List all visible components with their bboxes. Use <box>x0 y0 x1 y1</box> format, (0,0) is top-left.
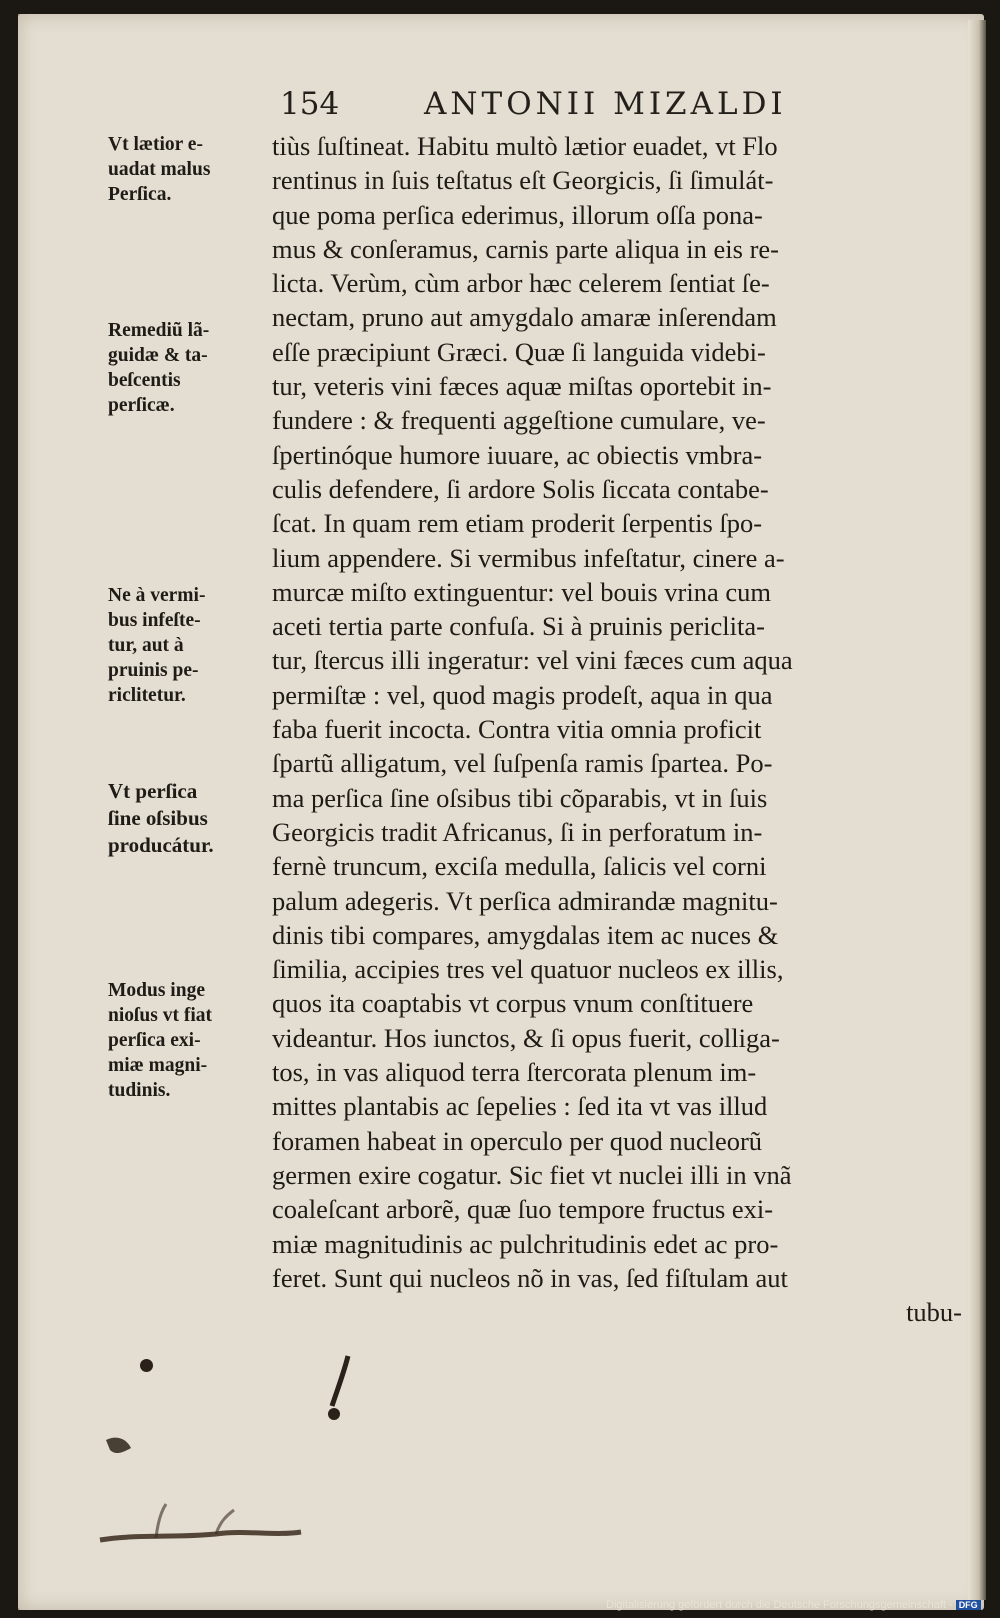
running-title: ANTONII MIZALDI <box>424 86 787 122</box>
text-line: rentinus in ſuis teſtatus eſt Georgicis, ſi ſimulát- <box>272 165 774 196</box>
text-line: tur, ſtercus illi ingeratur: vel vini fæces cum aqua <box>272 645 793 676</box>
margin-note <box>108 132 268 207</box>
main-text <box>272 129 972 1329</box>
text-line: licta. Verùm, cùm arbor hæc celerem ſentiat ſe- <box>272 268 770 299</box>
dfg-logo: DFG <box>956 1600 981 1610</box>
margin-note-line: Perſica. <box>108 184 172 205</box>
text-line: germen exire cogatur. Sic fiet vt nuclei illi in vnã <box>272 1159 792 1190</box>
text-line: eſſe præcipiunt Græci. Quæ ſi languida videbi- <box>272 336 766 367</box>
page-number: 154 <box>280 86 340 122</box>
margin-note-line: ſine oſsibus <box>108 806 208 830</box>
margin-note-line: riclitetur. <box>108 685 186 706</box>
text-line: ſpertinóque humore iuuare, ac obiectis vmbra- <box>272 439 763 470</box>
margin-note-line: miæ magni- <box>108 1055 208 1076</box>
text-line: tur, veteris vini fæces aquæ miſtas oportebit in- <box>272 371 772 402</box>
text-line: Georgicis tradit Africanus, ſi in perforatum in- <box>272 816 763 847</box>
text-line: dinis tibi compares, amygdalas item ac nuces & <box>272 919 779 950</box>
margin-note-line: pruinis pe- <box>108 660 199 681</box>
margin-note-line: Vt perſica <box>108 779 198 803</box>
margin-note-line: perſica exi- <box>108 1030 201 1051</box>
margin-note-line: Ne à vermi- <box>108 585 206 606</box>
text-line: coaleſcant arborẽ, quæ ſuo tempore fructus exi- <box>272 1194 774 1225</box>
text-line: feret. Sunt qui nucleos nõ in vas, ſed fiſtulam aut <box>272 1262 788 1293</box>
margin-note <box>108 583 268 708</box>
text-line: palum adegeris. Vt perſica admirandæ magnitu- <box>272 885 778 916</box>
ink-blot <box>140 1359 153 1372</box>
text-line: permiſtæ : vel, quod magis prodeſt, aqua in qua <box>272 679 773 710</box>
text-line: tos, in vas aliquod terra ſtercorata plenum im- <box>272 1057 757 1088</box>
text-line: mus & conſeramus, carnis parte aliqua in eis re- <box>272 233 780 264</box>
margin-note-line: bus infeſte- <box>108 610 201 631</box>
footer-credit-text: Digitalisierung gefördert durch die Deutsche Forschungsgemeinschaft - <box>606 1599 953 1611</box>
margin-note <box>108 318 268 418</box>
text-line: foramen habeat in operculo per quod nucleorũ <box>272 1125 763 1156</box>
text-line: miæ magnitudinis ac pulchritudinis edet ac pro- <box>272 1228 779 1259</box>
text-line: ſimilia, accipies tres vel quatuor nucleos ex illis, <box>272 954 784 985</box>
text-line: murcæ miſto extinguentur: vel bouis vrina cum <box>272 576 771 607</box>
text-line: tiùs ſuſtineat. Habitu multò lætior euadet, vt Flo <box>272 131 778 161</box>
margin-note-line: guidæ & ta- <box>108 345 208 366</box>
margin-note-line: uadat malus <box>108 159 211 180</box>
ink-stain <box>96 1430 306 1550</box>
text-line: que poma perſica ederimus, illorum oſſa pona- <box>272 199 763 230</box>
margin-note-line: Modus inge <box>108 980 205 1001</box>
text-line: lium appendere. Si vermibus infeſtatur, cinere a- <box>272 542 785 573</box>
margin-note-line: tur, aut à <box>108 635 184 656</box>
page-header <box>0 86 1000 126</box>
text-line: fundere : & frequenti aggeſtione cumulare, ve- <box>272 405 766 436</box>
text-line: quos ita coaptabis vt corpus vnum conſtituere <box>272 988 754 1019</box>
margin-note <box>108 978 268 1103</box>
margin-note-line: Remediũ lã- <box>108 320 210 341</box>
text-line: aceti tertia parte confuſa. Si à pruinis periclita- <box>272 611 765 642</box>
catchword: tubu- <box>906 1297 962 1328</box>
margin-note-line: perſicæ. <box>108 395 175 416</box>
text-line: culis defendere, ſi ardore Solis ſiccata contabe- <box>272 473 769 504</box>
margin-note-line: tudinis. <box>108 1080 171 1101</box>
text-line: ſpartũ alligatum, vel ſuſpenſa ramis ſpartea. Po- <box>272 748 773 779</box>
text-line: fernè truncum, exciſa medulla, ſalicis vel corni <box>272 851 767 882</box>
margin-note-line: producátur. <box>108 833 214 857</box>
text-line: ma perſica ſine oſsibus tibi cõparabis, vt in ſuis <box>272 782 768 813</box>
text-line: faba fuerit incocta. Contra vitia omnia proficit <box>272 714 762 745</box>
text-line: ſcat. In quam rem etiam proderit ſerpentis ſpo- <box>272 508 763 539</box>
margin-note-line: beſcentis <box>108 370 181 391</box>
text-line: videantur. Hos iunctos, & ſi opus fuerit, colliga- <box>272 1022 780 1053</box>
margin-note-line: Vt lætior e- <box>108 134 203 155</box>
text-line: nectam, pruno aut amygdalo amaræ inſerendam <box>272 302 777 333</box>
ink-stroke <box>318 1352 358 1412</box>
text-line: mittes plantabis ac ſepelies : ſed ita vt vas illud <box>272 1091 768 1122</box>
footer-credit <box>606 1599 981 1611</box>
margin-note <box>108 778 268 859</box>
margin-note-line: nioſus vt fiat <box>108 1005 213 1026</box>
